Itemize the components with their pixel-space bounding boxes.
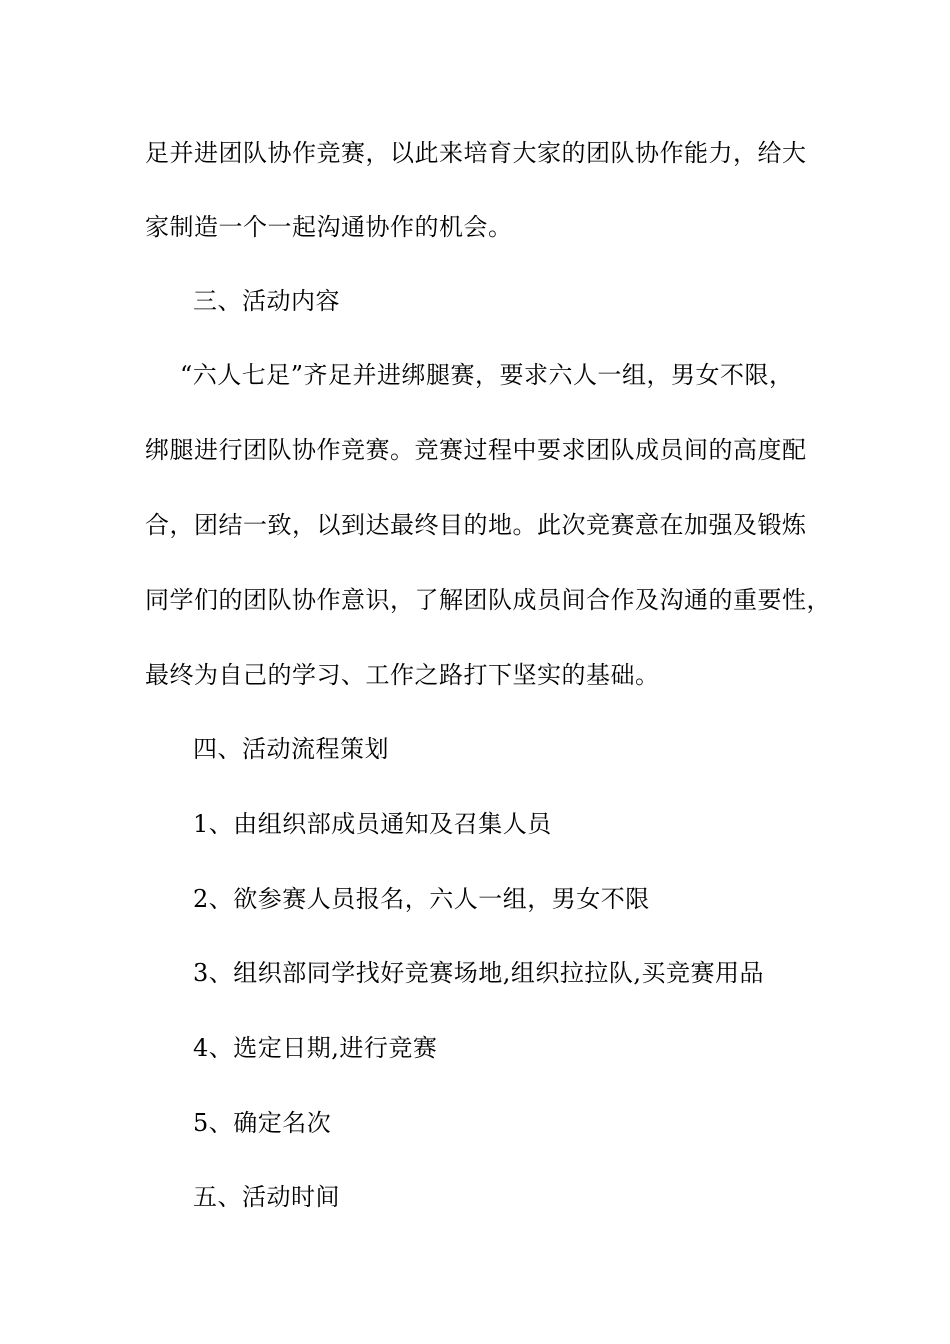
list-item: 4、选定日期,进行竞赛: [193, 1034, 438, 1062]
list-item: 1、由组织部成员通知及召集人员: [193, 810, 552, 838]
paragraph-line: “六人七足”齐足并进绑腿赛，要求六人一组，男女不限，: [180, 361, 794, 389]
list-item: 5、确定名次: [193, 1109, 332, 1137]
paragraph-line: 足并进团队协作竞赛，以此来培育大家的团队协作能力，给大: [145, 139, 807, 167]
paragraph-line: 合，团结一致，以到达最终目的地。此次竞赛意在加强及锻炼: [145, 511, 807, 539]
paragraph-line: 绑腿进行团队协作竞赛。竞赛过程中要求团队成员间的高度配: [145, 436, 807, 464]
paragraph-line: 同学们的团队协作意识，了解团队成员间合作及沟通的重要性，: [145, 586, 831, 614]
list-item: 3、组织部同学找好竞赛场地,组织拉拉队,买竞赛用品: [193, 959, 765, 987]
paragraph-line: 最终为自己的学习、工作之路打下坚实的基础。: [145, 661, 660, 689]
section-heading: 四、活动流程策划: [193, 735, 389, 763]
list-item: 2、欲参赛人员报名，六人一组，男女不限: [193, 885, 650, 913]
section-heading: 五、活动时间: [193, 1183, 340, 1211]
paragraph-line: 家制造一个一起沟通协作的机会。: [145, 213, 513, 241]
section-heading: 三、活动内容: [193, 287, 340, 315]
